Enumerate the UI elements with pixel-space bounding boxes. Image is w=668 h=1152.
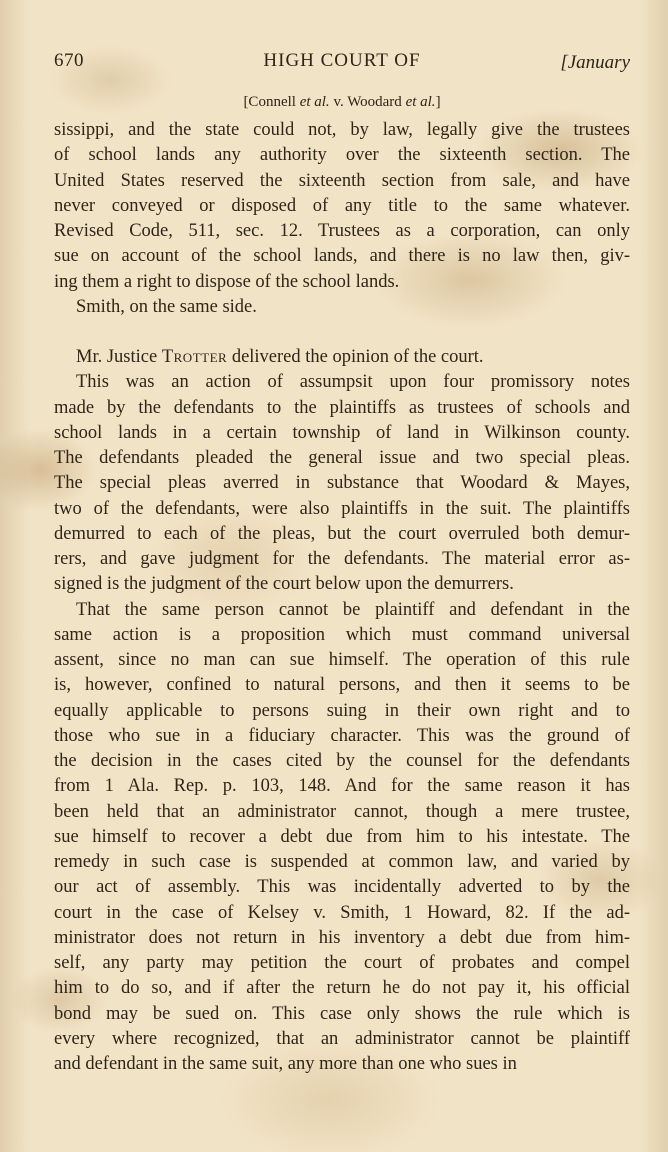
text-line: of school lands any authority over the sixteenth section. The [54,145,630,166]
text-line: those who sue in a fiduciary character. This was the ground of [54,725,630,746]
text-line: sissippi, and the state could not, by law, legally give the trustees [54,120,630,140]
text-line: and defendant in the same suit, any more than one who sues in [54,1054,517,1074]
page-number: 670 [54,50,84,71]
text-line: our act of assembly. This was incidentally adverted to by the [54,877,630,898]
opinion-section [54,370,630,1077]
header-title: HIGH COURT OF [263,50,421,71]
paragraph [54,118,630,295]
text-line: equally applicable to persons suing in their own right and to [54,700,630,721]
text-line: Revised Code, 511, sec. 12. Trustees as a corporation, can only [54,221,630,241]
text-line: demurred to each of the pleas, but the court overruled both demur- [54,523,630,544]
case-ref-etal: et al. [299,94,330,110]
text-line: This was an action of assumpsit upon four promissory notes [76,372,630,393]
text-line: sue on account of the school lands, and there is no law then, giv- [54,246,630,267]
text-line: ministrator does not return in his inventory a debt due from him- [54,927,630,948]
argument-section [54,118,630,320]
text-line: The special pleas averred in substance that Woodard & Mayes, [54,473,630,494]
text-line: sue himself to recover a debt due from him to his intestate. The [54,826,630,847]
text-line: The defendants pleaded the general issue and two special pleas. [54,448,630,468]
body-text [54,118,630,1077]
text-line: made by the defendants to the plaintiffs as trustees of schools and [54,397,630,418]
text-line: school lands in a certain township of land in Wilkinson county. [54,422,630,443]
text-line: the decision in the cases cited by the counsel for the defendants [54,751,630,771]
text-line: is, however, confined to natural persons, and then it seems to be [54,675,630,696]
text-line: court in the case of Kelsey v. Smith, 1 Howard, 82. If the ad- [54,902,630,923]
text-line: self, any party may petition the court of probates and compel [54,953,630,973]
paragraph [54,295,630,320]
justice-name: Trotter [161,347,228,367]
opinion-intro-text: Mr. Justice [76,347,162,367]
text-line: signed is the judgment of the court below upon the demurrers. [54,574,514,595]
case-ref-part: [Connell [243,94,300,110]
text-line: same action is a proposition which must command universal [54,624,630,645]
text-line: every where recognized, that an administrator cannot be plaintiff [54,1028,630,1049]
paragraph [54,598,630,1078]
text-line: two of the defendants, were also plaintiffs in the suit. The plaintiffs [54,498,630,519]
opinion-intro-text: delivered the opinion of the court. [227,347,484,367]
paragraph [54,370,630,597]
text-line: remedy in such case is suspended at common law, and varied by [54,852,630,872]
running-header [54,50,630,80]
text-line: him to do so, and if after the return he do not pay it, his official [54,978,630,999]
case-reference [54,94,630,111]
text-line: assent, since no man can sue himself. The operation of this rule [54,650,630,670]
text-line: from 1 Ala. Rep. p. 103, 148. And for the same reason it has [54,776,630,797]
case-ref-etal: et al. [405,94,436,110]
text-line: That the same person cannot be plaintiff and defendant in the [76,599,630,620]
case-ref-part: v. Woodard [329,94,406,110]
text-line: ing them a right to dispose of the school lands. [54,271,400,292]
case-ref-part: ] [435,94,441,110]
opinion-intro [54,345,630,370]
text-line: never conveyed or disposed of any title to the same whatever. [54,195,630,216]
text-line: rers, and gave judgment for the defendants. The material error as- [54,549,630,569]
text-line: Smith, on the same side. [76,296,257,317]
text-line: bond may be sued on. This case only shows the rule which is [54,1003,630,1024]
header-month: [January [560,52,630,73]
text-line: United States reserved the sixteenth section from sale, and have [54,170,630,191]
paragraph-gap [54,320,630,345]
text-line: been held that an administrator cannot, though a mere trustee, [54,801,630,822]
